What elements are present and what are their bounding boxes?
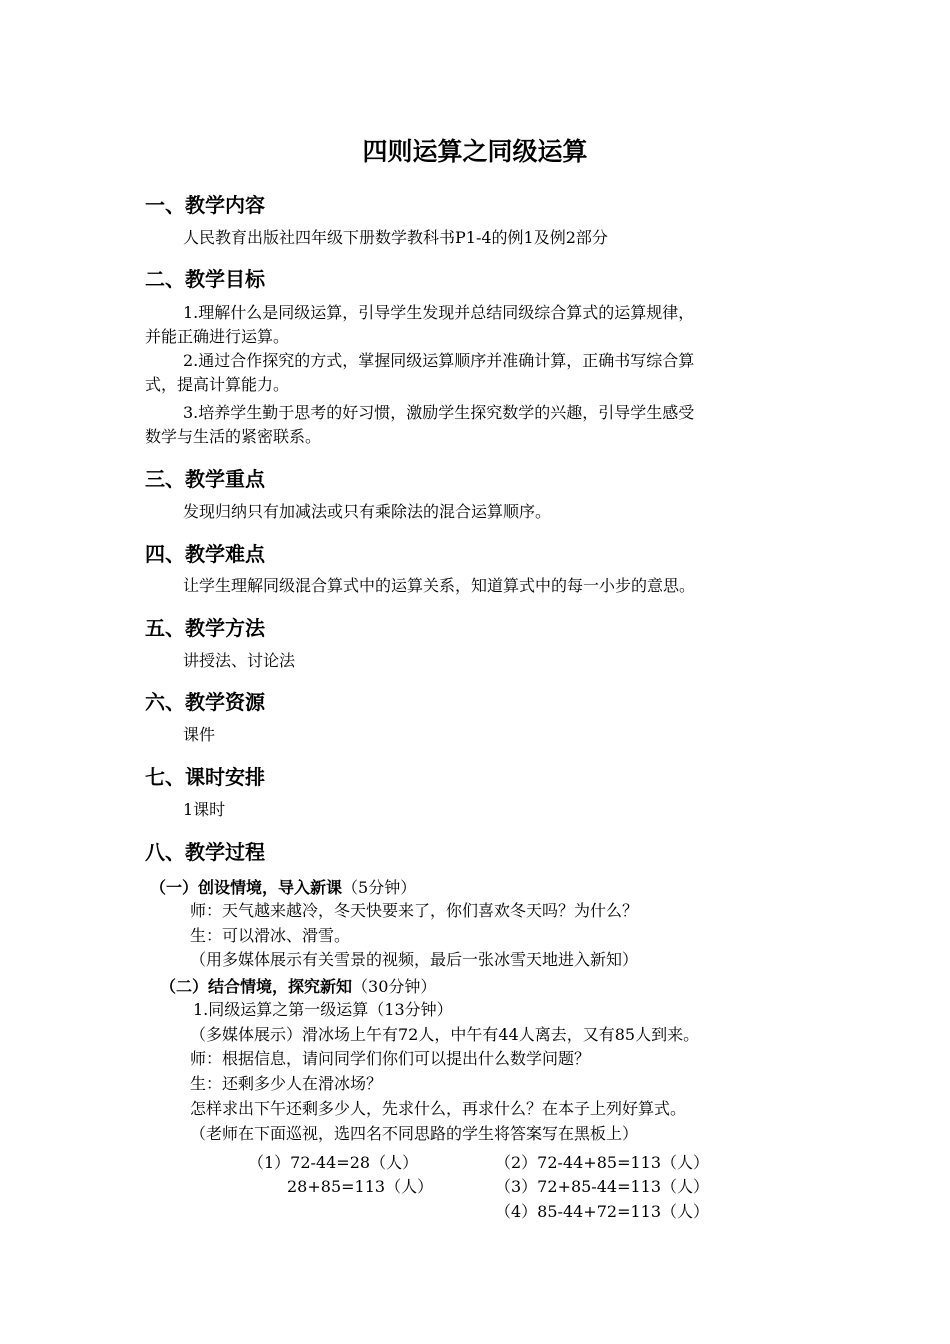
goal-line: 3.培养学生勤于思考的好习惯，激励学生探究数学的兴趣，引导学生感受 [183,403,695,422]
dialogue-line: 生：还剩多少人在滑冰场？ [190,1074,383,1093]
section-heading-difficulty: 四、教学难点 [145,542,265,566]
process-part-2-title: （二）结合情境，探究新知 [160,977,353,996]
section-heading-goals: 二、教学目标 [145,267,265,291]
process-part-2-heading [160,974,436,997]
section-heading-process: 八、教学过程 [145,840,265,864]
equation: （4）85-44+72=113（人） [495,1202,710,1221]
section-text: 1课时 [183,800,226,819]
equation: （1）72-44=28（人） [248,1153,419,1172]
equation: 28+85=113（人） [287,1177,434,1196]
section-heading-key-point: 三、教学重点 [145,467,265,491]
goal-line: 2.通过合作探究的方式，掌握同级运算顺序并准确计算，正确书写综合算 [183,351,695,370]
dialogue-line: 师：天气越来越冷，冬天快要来了，你们喜欢冬天吗？为什么？ [190,901,639,920]
section-text: 课件 [183,725,216,744]
goal-line: 并能正确进行运算。 [145,327,290,346]
equation: （3）72+85-44=113（人） [495,1177,710,1196]
section-text: 让学生理解同级混合算式中的运算关系，知道算式中的每一小步的意思。 [183,576,696,595]
goal-line: 式，提高计算能力。 [145,375,290,394]
dialogue-line: 生：可以滑冰、滑雪。 [190,926,351,945]
section-text: 发现归纳只有加减法或只有乘除法的混合运算顺序。 [183,502,552,521]
document-title: 四则运算之同级运算 [362,137,588,166]
dialogue-line: （多媒体展示）滑冰场上午有72人，中午有44人离去，又有85人到来。 [190,1025,700,1044]
section-heading-methods: 五、教学方法 [145,616,265,640]
goal-line: 1.理解什么是同级运算，引导学生发现并总结同级综合算式的运算规律， [183,303,695,322]
section-heading-resources: 六、教学资源 [145,690,265,714]
equation: （2）72-44+85=113（人） [495,1153,710,1172]
process-part-1-title: （一）创设情境，导入新课 [150,878,343,897]
dialogue-line: （用多媒体展示有关雪景的视频，最后一张冰雪天地进入新知） [190,950,639,969]
process-part-1-heading [150,875,416,898]
process-part-2-time: （30分钟） [352,977,437,996]
dialogue-line: 怎样求出下午还剩多少人，先求什么，再求什么？在本子上列好算式。 [190,1099,687,1118]
section-heading-content: 一、教学内容 [145,193,265,217]
section-text: 讲授法、讨论法 [183,651,296,670]
section-text: 人民教育出版社四年级下册数学教科书P1-4的例1及例2部分 [183,228,608,247]
dialogue-line: 师：根据信息，请问同学们你们可以提出什么数学问题？ [190,1049,591,1068]
dialogue-line: （老师在下面巡视，选四名不同思路的学生将答案写在黑板上） [190,1124,639,1143]
process-part-1-time: （5分钟） [342,878,417,897]
dialogue-line: 1.同级运算之第一级运算（13分钟） [193,1000,453,1019]
section-heading-schedule: 七、课时安排 [145,765,265,789]
goal-line: 数学与生活的紧密联系。 [145,427,322,446]
